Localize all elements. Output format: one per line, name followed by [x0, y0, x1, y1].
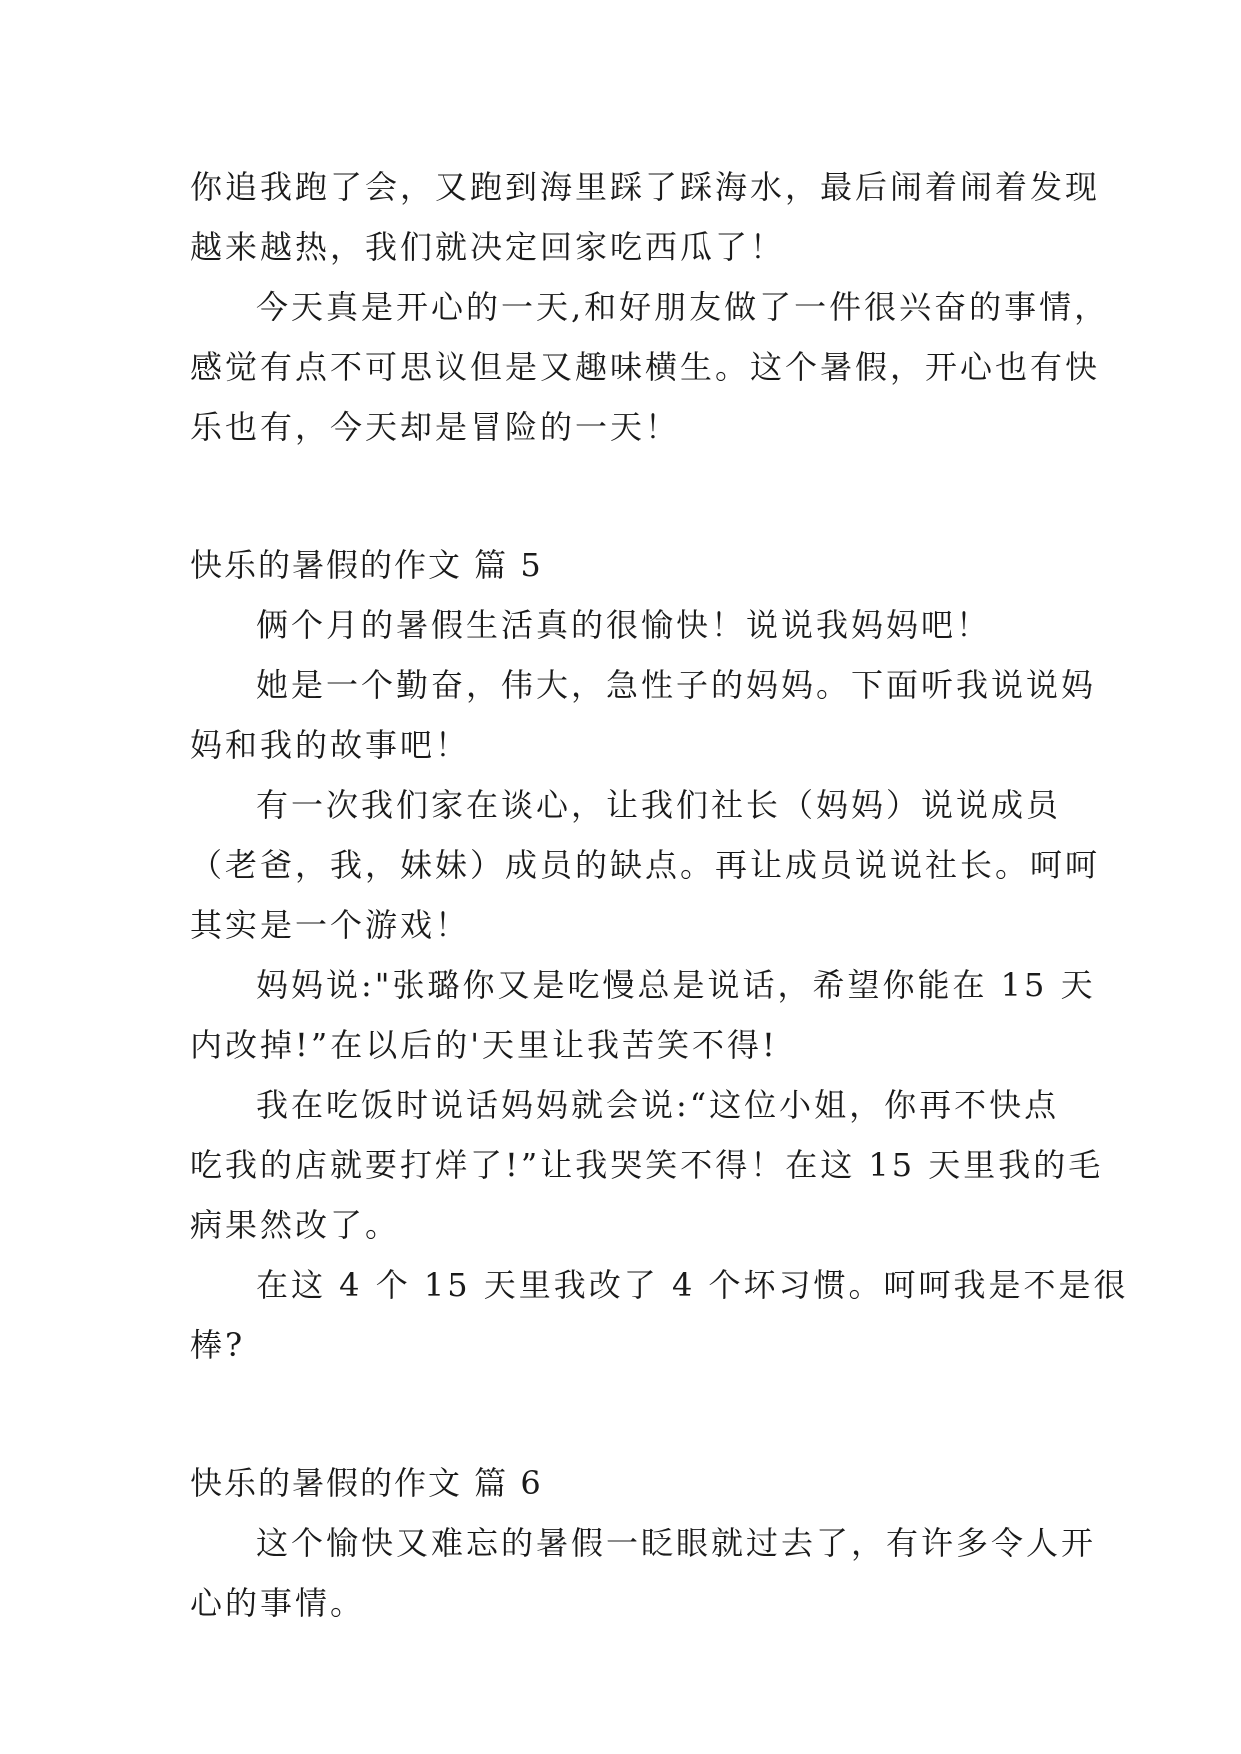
paragraph-line: 妈和我的故事吧！ [190, 726, 471, 764]
paragraph-line: 越来越热，我们就决定回家吃西瓜了！ [190, 228, 786, 266]
paragraph-line: 她是一个勤奋，伟大，急性子的妈妈。下面听我说说妈 [256, 666, 1097, 704]
paragraph-line: 这个愉快又难忘的暑假一眨眼就过去了，有许多令人开 [256, 1524, 1097, 1562]
paragraph-line: 俩个月的暑假生活真的很愉快！说说我妈妈吧！ [256, 606, 992, 644]
paragraph-line: 心的事情。 [190, 1584, 366, 1622]
paragraph-line: 病果然改了。 [190, 1206, 401, 1244]
paragraph-line: 乐也有，今天却是冒险的一天！ [190, 408, 681, 446]
paragraph-line: 其实是一个游戏！ [190, 906, 471, 944]
paragraph-line: 今天真是开心的一天,和好朋友做了一件很兴奋的事情， [256, 288, 1110, 326]
paragraph-line: （老爸，我，妹妹）成员的缺点。再让成员说说社长。呵呵 [190, 846, 1101, 884]
paragraph-line: 妈妈说:"张璐你又是吃慢总是说话，希望你能在 15 天 [256, 966, 1096, 1004]
section-title: 快乐的暑假的作文 篇 6 [190, 1464, 543, 1502]
paragraph-line: 内改掉!”在以后的'天里让我苦笑不得! [190, 1026, 778, 1064]
paragraph-line: 吃我的店就要打烊了!”让我哭笑不得！在这 15 天里我的毛 [190, 1146, 1104, 1184]
paragraph-line: 感觉有点不可思议但是又趣味横生。这个暑假，开心也有快 [190, 348, 1101, 386]
paragraph-line: 我在吃饭时说话妈妈就会说:“这位小姐，你再不快点 [256, 1086, 1060, 1124]
paragraph-line: 你追我跑了会，又跑到海里踩了踩海水，最后闹着闹着发现 [190, 168, 1101, 206]
paragraph-line: 有一次我们家在谈心，让我们社长（妈妈）说说成员 [256, 786, 1062, 824]
document-page [190, 157, 1129, 1633]
section-title: 快乐的暑假的作文 篇 5 [190, 546, 543, 584]
section-5 [190, 535, 1129, 1375]
paragraph-line: 棒? [190, 1326, 246, 1364]
paragraph-line: 在这 4 个 15 天里我改了 4 个坏习惯。呵呵我是不是很 [256, 1266, 1129, 1304]
section-4-tail [190, 157, 1110, 457]
section-6 [190, 1453, 1097, 1633]
